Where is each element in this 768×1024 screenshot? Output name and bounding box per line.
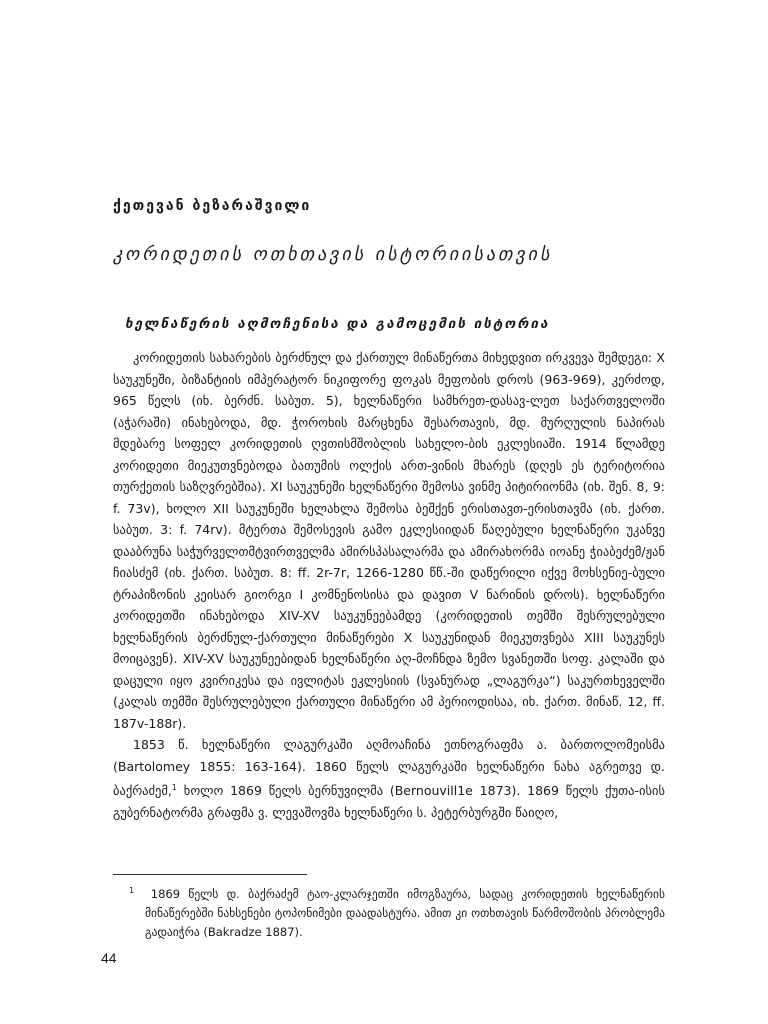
footnote-divider — [113, 874, 307, 875]
paragraph-2 — [113, 734, 665, 823]
footnote — [113, 881, 665, 942]
article-title: კორიდეთის ოთხთავის ისტორიისათვის — [113, 244, 553, 265]
footnote-reference: 1 — [171, 783, 177, 792]
page-number: 44 — [101, 950, 117, 966]
section-heading: ხელნაწერის აღმოჩენისა და გამოცემის ისტორია — [125, 316, 550, 332]
paragraph-2-part-2: ხოლო 1869 წელს ბერნუვილმა (Bernouvill1e 1873). 1869 წელს ქუთა-ისის გუბერნატორმა გრაფმა ვ. ლევაშოვმა ხელნაწერი ს. პეტერბურგში წაიღო, — [113, 783, 665, 820]
body-text — [113, 347, 665, 823]
paragraph-2-part-1: 1853 წ. ხელნაწერი ლაგურკაში აღმოაჩინა ეთნოგრაფმა ა. ბართოლომეისმა (Bartolomey 1855: 163-164). 1860 წელს ლაგურკაში ხელნაწერი ნახა აგრეთვე დ. ბაქრაძემ, — [113, 737, 665, 799]
paragraph-1: კორიდეთის სახარების ბერძნულ და ქართულ მინაწერთა მიხედვით ირკვევა შემდეგი: X საუკუნეში, ბიზანტიის იმპერატორ ნიკიფორე ფოკას მეფობის დროს (963-969), კერძოდ, 965 წელს (იხ. ბერძნ. საბუთ. 5), ხელნაწერი სამხრეთ-დასავ-ლეთ საქართველოში (აჭარაში) ინახებოდა, მდ. ჭოროხის მარცხენა შესართავის, მდ. მურღულის ნაპირას მდებარე სოფელ კორიდეთის ღვთისმშობლის სახელო-ბის ეკლესიაში. 1914 წლამდე კორიდეთი მიეკუთვნებოდა ბათუმის ოლქის ართ-ვინის მხარეს (დღეს ეს ტერიტორია თურქეთის საზღვრებშია). XI საუკუნეში ხელნაწერი შემოსა ვინმე პიტირიონმა (იხ. შენ. 8, 9: f. 73v), ხოლო XII საუკუნეში ხელახლა შემოსა ბეშქენ ერისთავთ-ერისთავმა (იხ. ქართ. საბუთ. 3: f. 74rv). მტერთა შემოსევის გამო ეკლესიიდან წაღებული ხელნაწერი უკანვე დააბრუნა საჭურველთმტვირთველმა ამირსპასალარმა და ამირახორმა იოანე ჭიაბეძემ/ჟან ჩიასძემ (იხ. ქართ. საბუთ. 8: ff. 2r-7r, 1266-1280 წწ.-ში დაწერილი იქვე მოხსენიე-ბული ტრაპიზონის კეისარ გიორგი I კომნენოსისა და დავით V ნარინის დროს). ხელნაწერი კორიდეთში ინახებოდა XIV-XV საუკუნეებამდე (კორიდეთის თემში შესრულებული ხელნაწერის ბერძნულ-ქართული მინაწერები X საუკუნიდან მიეკუთვნება XIII საუკუნეს მოიცავენ). XIV-XV საუკუნეებიდან ხელნაწერი აღ-მოჩნდა ზემო სვანეთში სოფ. კალაში და დაცული იყო კვირიკესა და ივლიტას ეკლესიის (სვანურად „ლაგურკა“) საკურთხეველში (კალას თემში შესრულებული ქართული მინაწერი ამ პერიოდისაა, იხ. ქართ. მინაწ. 12, ff. 187v-188r). — [113, 350, 665, 731]
author-name: ქეთევან ბეზარაშვილი — [113, 198, 312, 214]
footnote-marker: 1 — [129, 886, 135, 895]
footnote-text: 1869 წელს დ. ბაქრაძემ ტაო-კლარჯეთში იმოგზაურა, სადაც კორიდეთის ხელნაწერის მინაწერებში ნახსენები ტოპონიმები დაადასტურა. ამით კი ოთხთავის წარმოშობის პრობლემა გადაიჭრა (Bakradze 1887). — [145, 886, 666, 939]
